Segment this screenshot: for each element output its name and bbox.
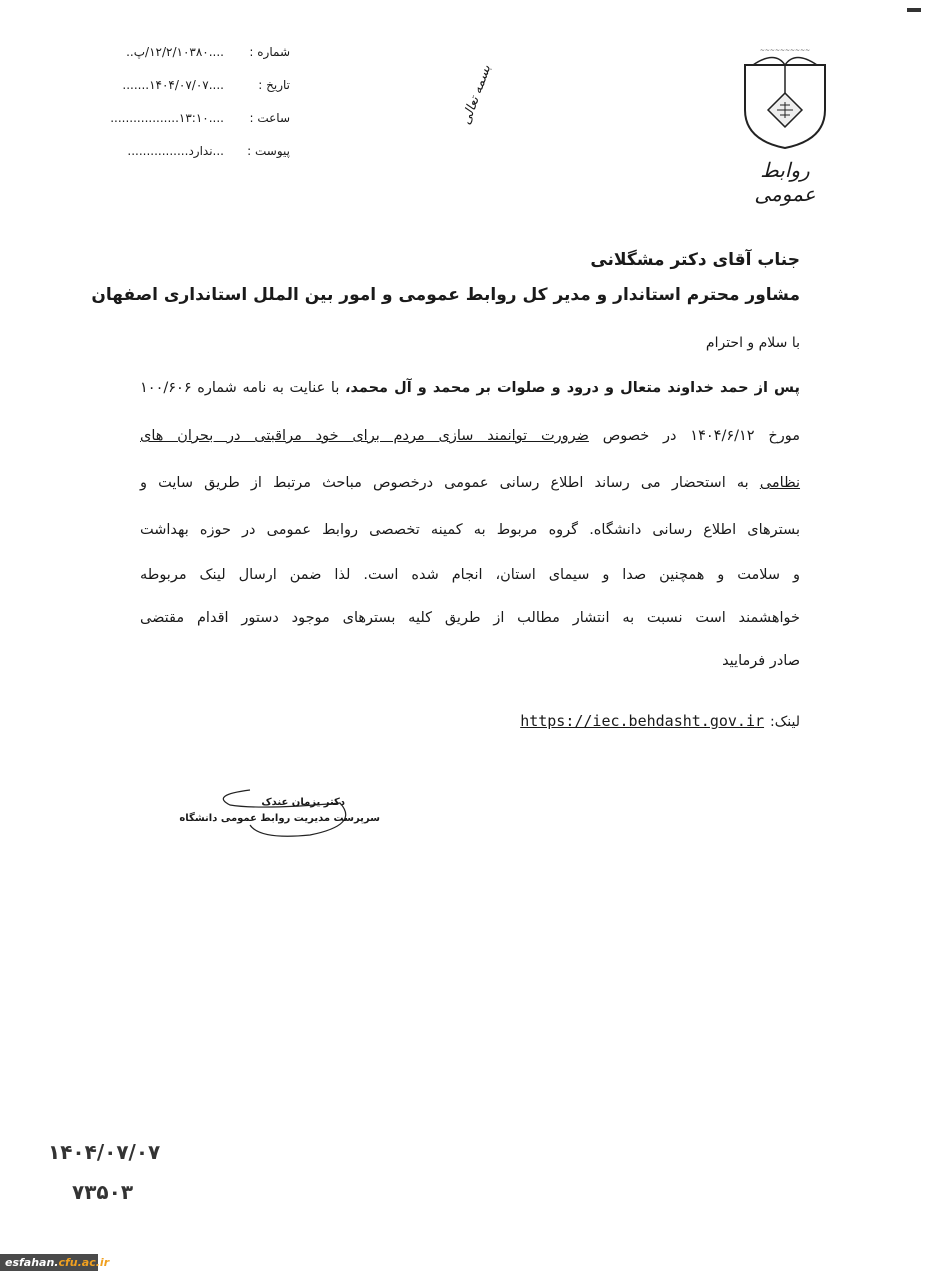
- body-text: به استحضار می رساند اطلاع رسانی عمومی درخصوص مباحث مرتبط از طریق سایت و: [140, 475, 749, 491]
- meta-value: ....۱۴۰۴/۰۷/۰۷.......: [122, 78, 224, 92]
- body-bold-text: پس از حمد خداوند متعال و درود و صلوات بر محمد و آل محمد،: [345, 380, 800, 396]
- link-label: لینک:: [770, 714, 800, 730]
- meta-value: ...ندارد................: [127, 144, 224, 158]
- body-underlined-text: نظامی: [759, 475, 801, 491]
- meta-date: [70, 78, 290, 92]
- meta-label: پیوست :: [247, 144, 290, 158]
- signature-block: [179, 785, 390, 845]
- greeting: با سلام و احترام: [705, 335, 800, 351]
- meta-number: [70, 45, 290, 59]
- watermark-text: esfahan.: [5, 1256, 59, 1269]
- footer-date: ۱۴۰۴/۰۷/۰۷: [48, 1140, 161, 1164]
- body-line-7: صادر فرمایید: [722, 653, 800, 669]
- meta-attachment: [70, 144, 290, 158]
- bismillah-calligraphy: بسمه تعالی: [458, 62, 495, 127]
- meta-value: ....۱۳:۱۰..................: [110, 111, 224, 125]
- shield-logo-icon: [735, 40, 835, 150]
- body-line-2: [140, 428, 800, 444]
- meta-label: شماره :: [249, 45, 290, 59]
- body-line-4: بسترهای اطلاع رسانی دانشگاه. گروه مربوط به کمینه تخصصی روابط عمومی در حوزه بهداشت: [140, 522, 800, 538]
- body-line-6: خواهشمند است نسبت به انتشار مطالب از طریق کلیه بسترهای موجود دستور اقدام مقتضی: [140, 610, 800, 626]
- body-text: با عنایت به نامه شماره ۱۰۰/۶۰۶: [140, 380, 340, 396]
- watermark-badge: [0, 1254, 110, 1271]
- footer-number: ۷۳۵۰۳: [72, 1180, 134, 1204]
- meta-time: [70, 111, 290, 125]
- university-logo: [735, 40, 835, 206]
- meta-label: ساعت :: [249, 111, 290, 125]
- signature-title: سرپرست مدیریت روابط عمومی دانشگاه: [179, 813, 380, 824]
- meta-value: ....۱۲/۲/۱۰۳۸۰/پ..: [126, 45, 224, 59]
- link-row: [520, 712, 800, 730]
- watermark-text-accent: cfu.ac.ir: [58, 1256, 110, 1269]
- body-underlined-text: ضرورت توانمند سازی مردم برای خود مراقبتی در بحران های: [140, 428, 589, 444]
- scan-mark: [907, 8, 921, 12]
- svg-text:~~~~~~~~~~: ~~~~~~~~~~: [759, 47, 811, 54]
- body-text: مورخ ۱۴۰۴/۶/۱۲ در خصوص: [602, 428, 800, 444]
- recipient-name: جناب آقای دکتر مشگلانی: [590, 250, 800, 270]
- logo-caption: روابط عمومی: [754, 158, 816, 206]
- meta-label: تاریخ :: [258, 78, 290, 92]
- signature-name: دکتر یزمان عندک: [261, 797, 345, 808]
- link-url[interactable]: https://iec.behdasht.gov.ir: [520, 712, 765, 730]
- recipient-title: مشاور محترم استاندار و مدیر کل روابط عمومی و امور بین الملل استانداری اصفهان: [91, 285, 800, 305]
- body-line-5: و سلامت و همچنین صدا و سیمای استان، انجام شده است. لذا ضمن ارسال لینک مربوطه: [140, 567, 800, 583]
- body-line-1: [140, 380, 800, 396]
- body-line-3: [140, 475, 800, 491]
